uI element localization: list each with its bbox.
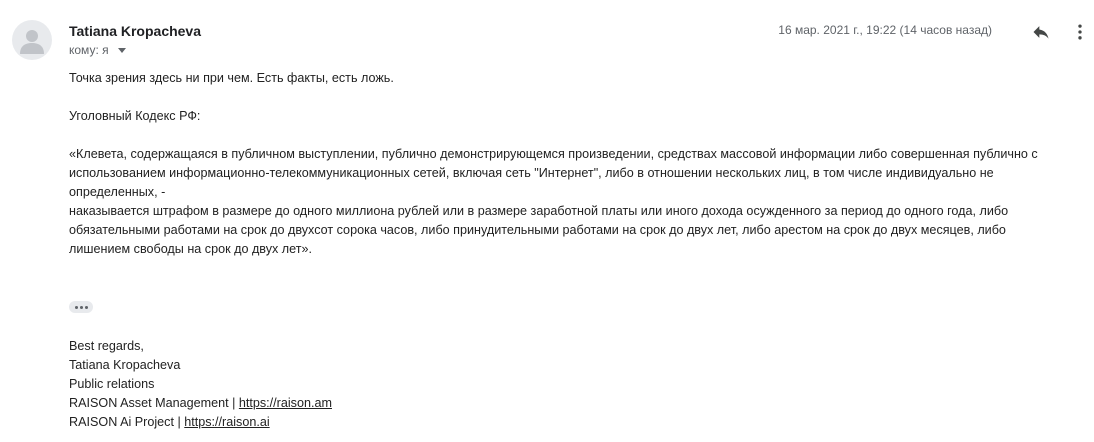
dot-icon	[80, 306, 83, 309]
show-trimmed-content-button[interactable]	[69, 301, 93, 313]
signature-position: Public relations	[69, 377, 155, 391]
caret-down-icon	[118, 48, 126, 53]
signature-company-line	[69, 394, 332, 413]
sender-name[interactable]: Tatiana Kropacheva	[69, 23, 202, 39]
quote-line: наказывается штрафом в размере до одного миллиона рублей или в размере заработной платы или иного дохода осужденного за период до одного года, либо	[69, 204, 1009, 218]
signature-company-line	[69, 413, 332, 432]
message-body	[69, 69, 1074, 259]
dot-icon	[75, 306, 78, 309]
quote-line: обязательными работами на срок до двухсот сорока часов, либо принудительными работами на срок до двух лет, либо арестом на срок до двух месяцев, либо	[69, 223, 1006, 237]
quote-line: использованием информационно-телекоммуникационных сетей, включая сеть "Интернет", либо в отношении нескольких лиц, в том числе индивидуально не	[69, 166, 994, 180]
reply-icon	[1031, 22, 1051, 42]
quote-line: определенных, -	[69, 185, 166, 199]
signature-name: Tatiana Kropacheva	[69, 358, 181, 372]
signature-company-label: RAISON Ai Project |	[69, 415, 185, 429]
person-icon	[12, 20, 52, 60]
recipient-label: кому: я	[69, 43, 109, 57]
body-line: Точка зрения здесь ни при чем. Есть факты, есть ложь.	[69, 71, 394, 85]
quote-block	[69, 145, 1074, 259]
raison-ai-link[interactable]: https://raison.ai	[184, 415, 270, 429]
signature	[69, 337, 332, 432]
message-date: 16 мар. 2021 г., 19:22 (14 часов назад)	[778, 23, 992, 37]
reply-button[interactable]	[1027, 18, 1055, 46]
quote-line: лишением свободы на срок до двух лет».	[69, 242, 313, 256]
more-vert-icon	[1070, 22, 1090, 42]
body-line: Уголовный Кодекс РФ:	[69, 109, 201, 123]
raison-am-link[interactable]: https://raison.am	[238, 396, 332, 410]
more-options-button[interactable]	[1066, 18, 1094, 46]
recipient-details-toggle[interactable]	[69, 43, 126, 57]
signature-company-label: RAISON Asset Management |	[69, 396, 239, 410]
signature-greeting: Best regards,	[69, 339, 144, 353]
dot-icon	[85, 306, 88, 309]
avatar[interactable]	[12, 20, 52, 60]
quote-line: «Клевета, содержащаяся в публичном выступлении, публично демонстрирующемся произведении, средствах массовой информации либо совершенная публично с	[69, 147, 1038, 161]
